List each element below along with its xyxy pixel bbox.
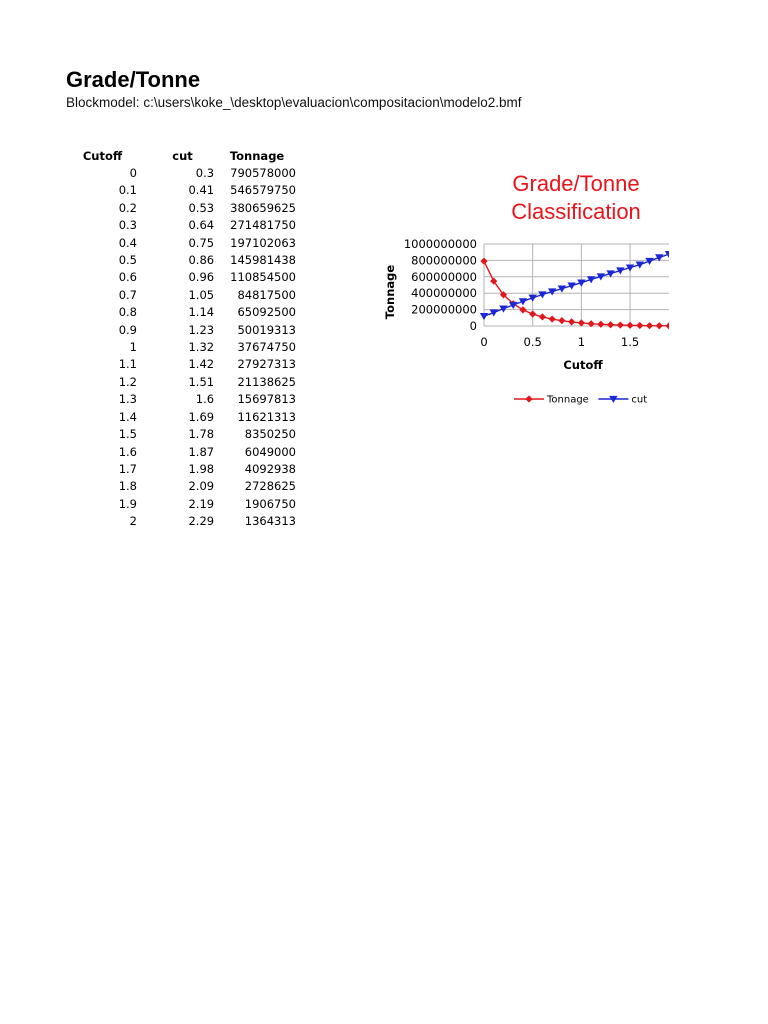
cell-cut: 1.14 [188, 305, 215, 320]
data-point-cut [480, 313, 488, 320]
x-tick-label: 1.5 [620, 335, 640, 349]
table-row [66, 217, 298, 234]
chart-title-line-1: Grade/Tonne [512, 171, 640, 196]
cell-tonnage: 145981438 [230, 253, 296, 268]
table-row [66, 200, 298, 217]
data-point-cut [675, 248, 676, 255]
table-row [66, 269, 298, 286]
cell-tonnage: 380659625 [230, 200, 296, 215]
legend-label: Tonnage [547, 394, 589, 406]
cell-cutoff: 0.1 [118, 183, 137, 198]
table-row [66, 513, 298, 530]
cell-cutoff: 0.8 [118, 305, 137, 320]
data-point-tonnage [646, 322, 653, 329]
cell-cut: 1.05 [188, 287, 215, 302]
table-row [66, 461, 298, 478]
chart-legend [514, 395, 647, 406]
cell-tonnage: 6049000 [244, 444, 296, 459]
cell-tonnage: 790578000 [230, 166, 296, 180]
cell-cut: 0.86 [188, 253, 215, 268]
table-row [66, 444, 298, 461]
cell-cutoff: 1.3 [118, 392, 137, 407]
header-tonnage: Tonnage [229, 149, 285, 163]
table-body [66, 165, 298, 531]
cell-cut: 0.3 [195, 166, 215, 180]
cell-tonnage: 271481750 [230, 218, 296, 233]
blockmodel-path-line [66, 94, 522, 112]
cell-cut: 1.87 [188, 444, 215, 459]
legend-marker [525, 395, 532, 402]
cell-cutoff: 1.6 [118, 444, 137, 459]
table-row [66, 339, 298, 356]
cell-tonnage: 11621313 [237, 409, 296, 424]
cell-tonnage: 197102063 [230, 235, 296, 250]
cell-cut: 0.96 [188, 270, 215, 285]
cell-cutoff: 0 [129, 166, 137, 180]
header-cutoff: Cutoff [82, 149, 123, 163]
legend-item-cut [598, 395, 647, 406]
grade-tonne-chart [376, 160, 676, 420]
x-tick-label: 0.5 [523, 335, 542, 349]
cell-cut: 0.41 [188, 183, 215, 198]
cell-tonnage: 1364313 [244, 514, 296, 529]
cell-cutoff: 0.2 [118, 200, 137, 215]
table-row [66, 478, 298, 495]
cell-cut: 1.98 [188, 461, 215, 476]
data-point-tonnage [578, 319, 585, 326]
cell-cut: 1.6 [195, 392, 215, 407]
cell-tonnage: 37674750 [237, 340, 296, 355]
table-row [66, 426, 298, 443]
cell-cutoff: 0.7 [118, 287, 137, 302]
table-header-row [66, 147, 298, 165]
cell-cutoff: 0.3 [118, 218, 137, 233]
blockmodel-path: c:\users\koke_\desktop\evaluacion\compositacion\modelo2.bmf [143, 95, 522, 110]
table-row [66, 356, 298, 373]
cell-tonnage: 4092938 [244, 461, 296, 476]
data-point-tonnage [617, 321, 624, 328]
data-point-cut [499, 305, 507, 312]
table-row [66, 182, 298, 199]
cell-tonnage: 1906750 [244, 496, 296, 511]
data-point-tonnage [568, 318, 575, 325]
data-point-tonnage [519, 306, 526, 313]
cell-tonnage: 15697813 [237, 392, 296, 407]
data-point-tonnage [558, 317, 565, 324]
header-cut: cut [172, 149, 193, 163]
data-point-tonnage [480, 258, 487, 265]
table-row [66, 252, 298, 269]
cell-cut: 2.09 [188, 479, 215, 494]
cell-cut: 1.78 [188, 427, 215, 442]
x-tick-label: 1 [577, 335, 586, 349]
data-point-tonnage [626, 322, 633, 329]
cell-cutoff: 1 [129, 340, 137, 355]
data-point-tonnage [529, 310, 536, 317]
cell-cutoff: 1.5 [118, 427, 137, 442]
y-tick-label: 0 [469, 319, 477, 333]
cell-cutoff: 0.6 [118, 270, 137, 285]
cell-cut: 0.75 [188, 235, 215, 250]
cell-tonnage: 21138625 [237, 374, 296, 389]
cell-cut: 1.69 [188, 409, 215, 424]
table-row [66, 374, 298, 391]
table-row [66, 391, 298, 408]
table-row [66, 235, 298, 252]
table-row [66, 322, 298, 339]
chart-title-line-2: Classification [511, 199, 641, 224]
data-point-tonnage [636, 322, 643, 329]
y-tick-label: 800000000 [411, 253, 477, 268]
cell-cut: 1.51 [188, 374, 215, 389]
cell-cut: 0.64 [188, 218, 215, 233]
data-point-tonnage [665, 322, 672, 329]
cell-cutoff: 0.5 [118, 253, 137, 268]
legend-item-tonnage [514, 395, 589, 406]
cell-cutoff: 1.8 [118, 479, 137, 494]
cell-tonnage: 110854500 [230, 270, 296, 285]
table-row [66, 165, 298, 182]
data-point-tonnage [675, 322, 676, 329]
y-tick-label: 200000000 [411, 302, 477, 317]
y-tick-label: 1000000000 [403, 237, 477, 251]
cell-cut: 2.19 [188, 496, 215, 511]
x-axis-title: Cutoff [563, 358, 603, 372]
cell-cut: 0.53 [188, 200, 215, 215]
legend-label: cut [631, 394, 648, 406]
table-row [66, 409, 298, 426]
cell-cut: 1.23 [188, 322, 215, 337]
data-point-tonnage [656, 322, 663, 329]
cell-cutoff: 0.9 [118, 322, 137, 337]
cell-cut: 1.42 [188, 357, 215, 372]
cell-cutoff: 2 [129, 514, 137, 529]
cell-tonnage: 546579750 [230, 183, 296, 198]
cell-tonnage: 8350250 [244, 427, 296, 442]
cell-tonnage: 50019313 [237, 322, 296, 337]
data-point-tonnage [597, 321, 604, 328]
cell-cut: 2.29 [188, 514, 215, 529]
data-point-tonnage [539, 313, 546, 320]
table-row [66, 304, 298, 321]
cell-cutoff: 0.4 [118, 235, 137, 250]
chart-grid [484, 244, 669, 326]
cell-tonnage: 27927313 [237, 357, 296, 372]
cell-tonnage: 84817500 [237, 287, 296, 302]
y-axis-title: Tonnage [383, 264, 397, 320]
cell-tonnage: 65092500 [237, 305, 296, 320]
cell-cut: 1.32 [188, 340, 215, 355]
table-row [66, 287, 298, 304]
page-title: Grade/Tonne [66, 67, 201, 92]
cell-cutoff: 1.4 [118, 409, 137, 424]
grade-tonne-table [66, 147, 298, 531]
cell-cutoff: 1.2 [118, 374, 137, 389]
data-point-tonnage [607, 321, 614, 328]
y-tick-label: 600000000 [411, 269, 477, 284]
x-tick-label: 0 [480, 335, 488, 349]
cell-tonnage: 2728625 [244, 479, 296, 494]
data-point-tonnage [549, 315, 556, 322]
table-row [66, 496, 298, 513]
cell-cutoff: 1.9 [118, 496, 137, 511]
cell-cutoff: 1.7 [118, 461, 137, 476]
y-tick-label: 400000000 [411, 286, 477, 301]
cell-cutoff: 1.1 [118, 357, 137, 372]
blockmodel-label: Blockmodel: [66, 95, 140, 110]
